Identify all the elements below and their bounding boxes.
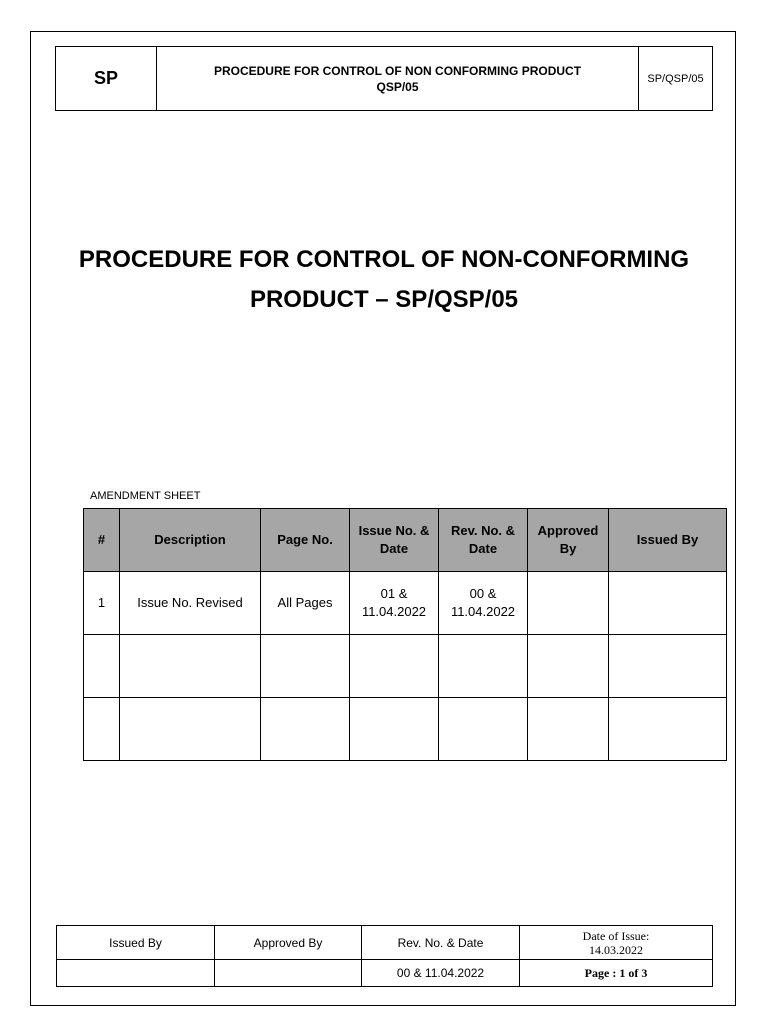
footer-date-of-issue-value: 14.03.2022 [589, 942, 643, 957]
col-rev-line2: Date [468, 541, 498, 556]
col-rev-line1: Rev. No. & [450, 523, 516, 538]
cell-issue-line2: 11.04.2022 [361, 604, 427, 619]
footer-table [56, 925, 713, 987]
footer-rev-value: 00 & 11.04.2022 [362, 960, 520, 987]
cell-issue-line1: 01 & [380, 586, 408, 601]
page-title [40, 240, 728, 320]
table-row [84, 572, 727, 635]
cell-rev-line2: 11.04.2022 [450, 604, 516, 619]
col-page: Page No. [261, 509, 350, 572]
empty-cell [528, 698, 609, 761]
col-approved-line1: Approved [537, 523, 599, 538]
col-approved [528, 509, 609, 572]
empty-cell [439, 698, 528, 761]
amendment-table [83, 508, 727, 761]
header-doc-ref: SP/QSP/05 [639, 47, 713, 111]
empty-cell [609, 635, 727, 698]
header-title [157, 47, 639, 111]
cell-rev-line1: 00 & [469, 586, 497, 601]
footer-page-info: Page : 1 of 3 [520, 960, 713, 987]
empty-cell [609, 698, 727, 761]
empty-cell [120, 635, 261, 698]
empty-cell [350, 698, 439, 761]
col-rev [439, 509, 528, 572]
table-row [84, 635, 727, 698]
empty-cell [261, 698, 350, 761]
footer-issued-by-value [57, 960, 215, 987]
cell-approved-by [528, 572, 609, 635]
page-title-line2: PRODUCT – SP/QSP/05 [249, 286, 519, 313]
cell-num: 1 [84, 572, 120, 635]
table-row [84, 698, 727, 761]
col-issue-line2: Date [379, 541, 409, 556]
footer-date-of-issue [520, 926, 713, 960]
col-issued-by: Issued By [609, 509, 727, 572]
header-table [55, 46, 713, 111]
col-approved-line2: By [559, 541, 577, 556]
cell-page: All Pages [261, 572, 350, 635]
empty-cell [261, 635, 350, 698]
footer-approved-by-label: Approved By [215, 926, 362, 960]
empty-cell [120, 698, 261, 761]
empty-cell [439, 635, 528, 698]
page-title-line1: PROCEDURE FOR CONTROL OF NON-CONFORMING [78, 246, 690, 273]
amendment-header-row [84, 509, 727, 572]
col-issue-line1: Issue No. & [358, 523, 430, 538]
empty-cell [84, 698, 120, 761]
footer-issued-by-label: Issued By [57, 926, 215, 960]
col-issue [350, 509, 439, 572]
footer-approved-by-value [215, 960, 362, 987]
footer-rev-label: Rev. No. & Date [362, 926, 520, 960]
col-description: Description [120, 509, 261, 572]
empty-cell [84, 635, 120, 698]
empty-cell [350, 635, 439, 698]
empty-cell [528, 635, 609, 698]
header-title-line1: PROCEDURE FOR CONTROL OF NON CONFORMING PRODUCT [213, 63, 582, 78]
cell-issued-by [609, 572, 727, 635]
header-code: SP [56, 47, 157, 111]
cell-description: Issue No. Revised [120, 572, 261, 635]
header-title-line2: QSP/05 [376, 79, 419, 94]
cell-rev [439, 572, 528, 635]
amendment-sheet-label: AMENDMENT SHEET [90, 490, 201, 502]
col-num: # [84, 509, 120, 572]
cell-issue [350, 572, 439, 635]
footer-date-of-issue-label: Date of Issue: [582, 928, 650, 943]
